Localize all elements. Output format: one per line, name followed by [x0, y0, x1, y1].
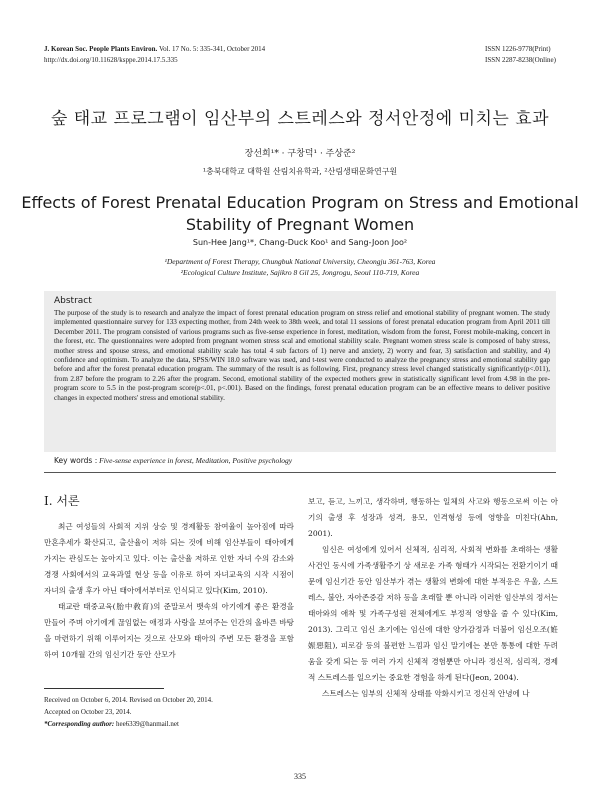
journal-name: J. Korean Soc. People Plants Environ. [44, 45, 158, 53]
affiliation-2: ²Ecological Culture Institute, Sajikro 8 Gil 25, Jongrogu, Seoul 110-719, Korea [180, 268, 420, 277]
footnote-divider [44, 688, 164, 689]
footnote [44, 694, 304, 730]
journal-header [44, 44, 265, 66]
received-date: Received on October 6, 2014. Revised on October 20, 2014. [44, 696, 213, 704]
english-authors: Sun-Hee Jang¹*, Chang-Duck Koo¹ and Sang-Joon Joo² [192, 238, 408, 247]
body-column-left [44, 519, 294, 663]
corresponding-email[interactable]: hee6339@hanmail.net [115, 720, 179, 728]
paragraph: 보고, 듣고, 느끼고, 생각하며, 행동하는 일체의 사고와 행동으로써 이는 아기의 출생 후 성장과 성격, 용모, 인격형성 등에 영향을 미친다(Ahn, 2001). [308, 497, 558, 538]
page-number: 335 [294, 772, 306, 781]
english-title-line2: Stability of Pregnant Women [185, 215, 415, 234]
korean-authors: 장선희¹* · 구창덕¹ · 주상준² [244, 149, 356, 159]
keywords-value: Five-sense experience in forest, Meditation, Positive psychology [99, 456, 293, 465]
divider [44, 472, 556, 473]
body-column-right [308, 494, 558, 702]
keywords [54, 456, 554, 465]
paragraph: 임신은 여성에게 있어서 신체적, 심리적, 사회적 변화를 초래하는 생활사건인 동시에 가족생활주기 상 새로운 가족 형태가 시작되는 전환기이기 때문에 임신기간 동안 임산부가 겪는 생활의 변화에 대한 부적응은 우울, 스트레스, 불안, 자아존중감 저하 등을 초래할 뿐 아니라 이러한 임산부의 정서는 태아와의 애착 및 가족구성원 전체에게도 부정적 영향을 줄 수 있다(Kim, 2013). 그리고 임신 초기에는 임신에 대한 양가감정과 더불어 임신오조(姙娠惡阻), 피로감 등의 불편한 느낌과 임신 말기에는 분만 통통에 대한 두려움을 갖게 되는 등 여러 가지 신체적 경험뿐만 아니라 정신적, 심리적, 경제적 스트레스를 일으키는 중요한 경험을 하게 된다(Jeon, 2004). [308, 545, 558, 682]
english-title [0, 192, 600, 236]
korean-affiliations: ¹충북대학교 대학원 산림치유학과, ²산림생태문화연구원 [202, 167, 398, 176]
keywords-label: Key words : [54, 456, 98, 465]
corresponding-label: *Corresponding author: [44, 720, 115, 728]
journal-volume: Vol. 17 No. 5: 335-341, October 2014 [158, 45, 266, 53]
issn-online: ISSN 2287-8238(Online) [485, 56, 556, 64]
paragraph: 최근 여성들의 사회적 지위 상승 및 경제활동 참여율이 높아짐에 따라 만혼추세가 확산되고, 출산율이 저하 되는 것에 비해 임산부들이 태아에게 가지는 관심도는 높아지고 있다. 이는 출산율 저하로 인한 자녀 수의 감소와 경쟁 사회에서의 교육과열 현상 등을 이유로 하여 자녀교육의 시작 시점이 자녀의 출생 후가 아닌 태아에서부터로 인식되고 있다(Kim, 2010). [44, 522, 294, 595]
issn-print: ISSN 1226-9778(Print) [485, 45, 551, 53]
affiliation-1: ¹Department of Forest Therapy, Chungbuk National University, Cheongju 361-763, Korea [164, 257, 436, 266]
corresponding-author [44, 718, 304, 730]
abstract-heading: Abstract [54, 296, 92, 306]
doi-link[interactable]: http://dx.doi.org/10.11628/ksppe.2014.17.5.335 [44, 56, 178, 64]
english-affiliations [0, 256, 600, 278]
paragraph: 태교란 태중교육(胎中敎育)의 준말로서 뱃속의 아기에게 좋은 환경을 만들어 주며 아기에게 끊임없는 애정과 사랑을 보여주는 인간의 올바른 바탕을 마련하기 위해 이루어지는 것으로 산모와 태아의 주변 모든 환경을 포함하여 10개월 간의 임신기간 동안 산모가 [44, 602, 294, 659]
korean-title: 숲 태교 프로그램이 임산부의 스트레스와 정서안정에 미치는 효과 [50, 109, 550, 129]
english-title-line1: Effects of Forest Prenatal Education Program on Stress and Emotional [21, 193, 579, 212]
issn-block [485, 44, 556, 66]
accepted-date: Accepted on October 23, 2014. [44, 708, 132, 716]
abstract-text: The purpose of the study is to research and analyze the impact of forest prenatal education program on stress relief and emotional stability of pregnant women. The study implemented questionnaire survey for 133 expecting mother, from 24th week to 38th week, and total 11 sessions of forest prenatal education program from April 2011 till December 2011. The program consisted of various programs such as five-sense experience in forest, meditation, wisdom from the forest, Forest mobile-making, concert in the forest, etc. The questionnaires were adopted from pregnant women stress scal and emotional stability scale. Pregnant women stress scale is composed of baby stress, mother stress and spouse stress, and emotional stability scale has total 4 sub factors of 1) nerve and anxiety, 2) worry and fear, 3) satisfaction and stability, and 4) confidence and optimism. To analyze the data, SPSS/WIN 18.0 software was used, and t-test were conducted to analyze the pregnancy stress and emotional stability gap before and after the forest prenatal education program. The summary of the result is as following. First, pregnancy stress level changed statistically significantly(p<.011), from 2.87 before the program to 2.26 after the program. Second, emotional stability of the expected mothers grew in statistically significant level from 4.98 in the pre-program score to 5.5 in the post-program score(p<.01, p<.001). Based on the findings, forest prenatal education program can be an effective means to deliver positive changes in expected mothers' stress and emotional stability. [54, 309, 550, 402]
paragraph: 스트레스는 임부의 신체적 상태를 악화시키고 정신적 안녕에 나 [322, 689, 530, 698]
section-heading: Ⅰ. 서론 [44, 494, 80, 508]
